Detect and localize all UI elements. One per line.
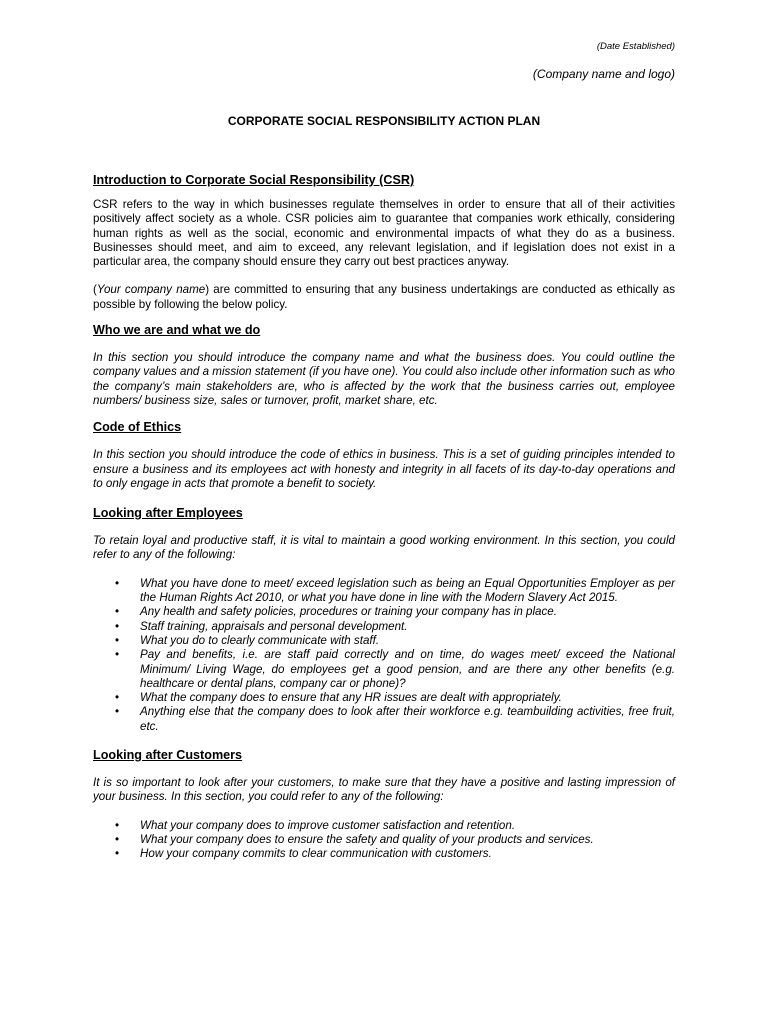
commitment-text: ) are committed to ensuring that any business undertakings are conducted as ethically as possible by following the below policy. (93, 283, 675, 311)
open-paren: ( (93, 283, 97, 297)
heading-customers: Looking after Customers (93, 748, 243, 763)
document-content (93, 40, 675, 862)
heading-who-we-are: Who we are and what we do (93, 323, 261, 338)
list-item: • What your company does to improve customer satisfaction and retention. (115, 818, 516, 832)
intro-commitment-paragraph (93, 283, 675, 312)
date-established: (Date Established) (596, 41, 675, 52)
bullet-icon: • (115, 619, 120, 633)
list-item: • How your company commits to clear communication with customers. (115, 847, 492, 861)
heading-introduction: Introduction to Corporate Social Responsibility (CSR) (93, 173, 415, 187)
company-name-placeholder: (Company name and logo) (532, 67, 675, 81)
ethics-paragraph: In this section you should introduce the code of ethics in business. This is a set of guiding principles intended to ensure a business and its employees act with honesty and integrity in all facets of its day-to-day operations and to only engage in acts that promote a benefit to society. (93, 448, 675, 490)
heading-code-of-ethics: Code of Ethics (93, 420, 182, 435)
intro-paragraph: CSR refers to the way in which businesses regulate themselves in order to ensure that all of their activities positively affect society as a whole. CSR policies aim to guarantee that companies work ethically, considering human rights as well as the social, economic and environmental impacts of what they do as a business. Businesses should meet, and aim to exceed, any relevant legislation, and if legislation does not exist in a particular area, the company should ensure they carry out best practices anyway. (93, 198, 675, 269)
list-item: • What you do to clearly communicate with staff. (115, 633, 380, 647)
employees-paragraph: To retain loyal and productive staff, it is vital to maintain a good working environment. In this section, you could refer to any of the following: (93, 534, 675, 562)
bullet-icon: • (115, 818, 120, 832)
bullet-icon: • (115, 648, 120, 662)
customers-paragraph: It is so important to look after your customers, to make sure that they have a positive and lasting impression of your business. In this section, you could refer to any of the following: (93, 776, 675, 804)
document-title: CORPORATE SOCIAL RESPONSIBILITY ACTION PLAN (227, 114, 541, 128)
bullet-icon: • (115, 605, 120, 619)
company-name-inline: Your company name (96, 283, 206, 297)
list-item: • Staff training, appraisals and personal development. (115, 619, 408, 633)
heading-employees: Looking after Employees (93, 506, 243, 521)
who-paragraph: In this section you should introduce the company name and what the business does. You could outline the company values and a mission statement (if you have one). You could also include other information such as who the company’s main stakeholders are, who is affected by the work that the business carries out, employee numbers/ business size, sales or turnover, profit, market share, etc. (93, 351, 675, 407)
bullet-icon: • (115, 832, 120, 846)
bullet-icon: • (115, 691, 120, 705)
list-item: • Any health and safety policies, procedures or training your company has in place. (115, 605, 557, 619)
customers-list (93, 819, 675, 862)
bullet-icon: • (115, 847, 120, 861)
bullet-icon: • (115, 576, 120, 590)
list-item: • What the company does to ensure that any HR issues are dealt with appropriately. (115, 691, 562, 705)
list-item: • What you have done to meet/ exceed legislation such as being an Equal Opportunities Employer as per the Human Rights Act 2010, or what you have done in line with the Modern Slavery Act 2015. (115, 576, 675, 605)
list-item: • Pay and benefits, i.e. are staff paid correctly and on time, do wages meet/ exceed the National Minimum/ Living Wage, do employees get a good pension, and are there any other benefits (e.g. healthcare or dental plans, company car or phone)? (115, 648, 675, 690)
list-item: • What your company does to ensure the safety and quality of your products and services. (115, 832, 594, 846)
list-item: • Anything else that the company does to look after their workforce e.g. teambuilding activities, free fruit, etc. (115, 705, 675, 733)
bullet-icon: • (115, 705, 120, 719)
bullet-icon: • (115, 633, 120, 647)
employees-list (93, 577, 675, 734)
